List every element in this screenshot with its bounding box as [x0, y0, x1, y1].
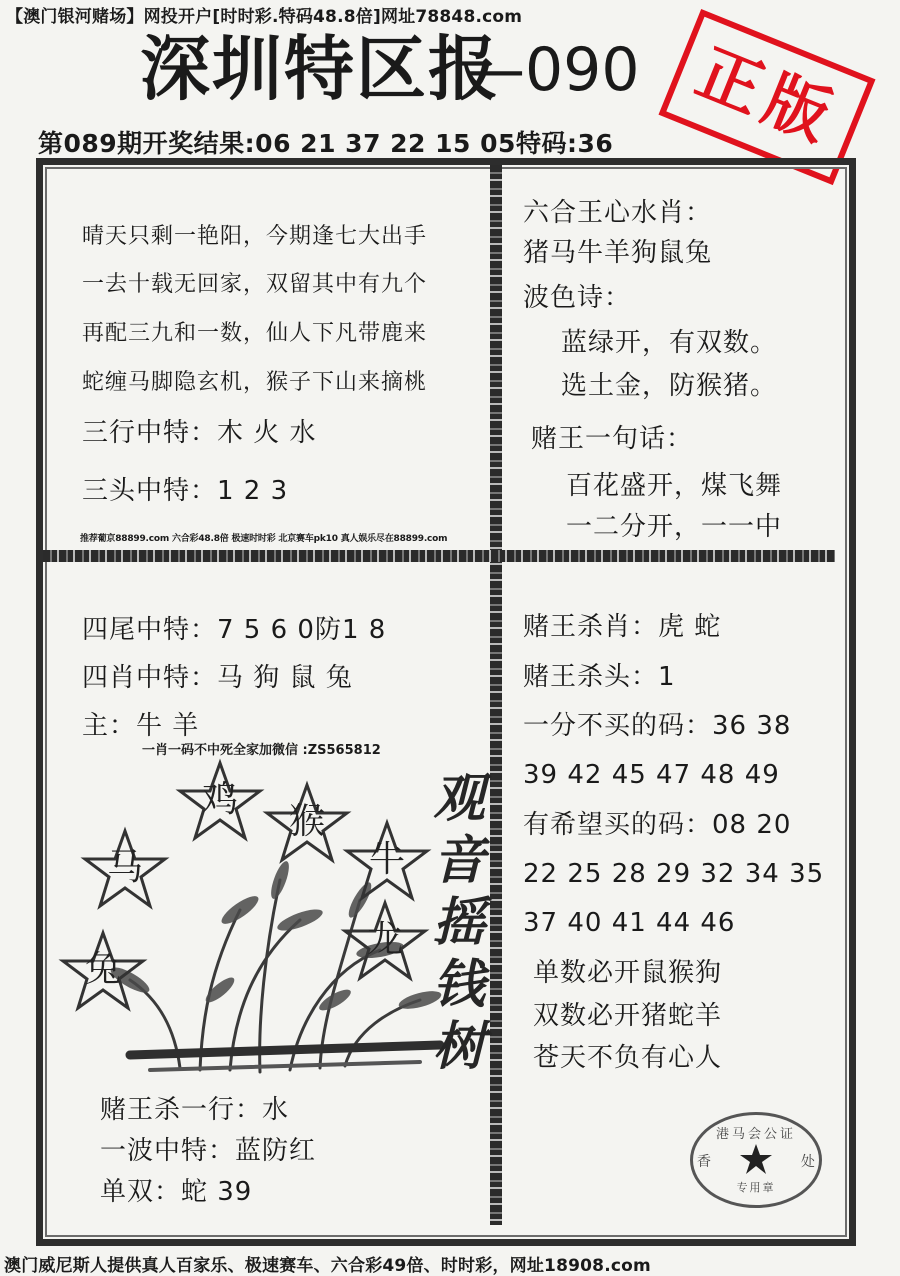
main-zodiacs: 主：牛 羊 — [82, 711, 200, 741]
zodiac-star-dragon — [340, 898, 430, 988]
king-saying-label: 赌王一句话： — [531, 424, 694, 454]
money-tree-vertical-title: 观音摇钱树 — [432, 768, 485, 1077]
star-icon — [739, 1143, 773, 1175]
odd-even-pick: 单双：蛇 39 — [100, 1177, 253, 1207]
color-poem-line: 选土金，防猴猪。 — [561, 371, 778, 401]
hopeful-numbers: 有希望买的码：08 20 — [523, 810, 792, 840]
wechat-contact-text: 一肖一码不中死全家加微信 :ZS565812 — [142, 743, 381, 758]
poem-line: 一去十载无回家，双留其中有九个 — [82, 272, 428, 297]
color-poem-label: 波色诗： — [523, 283, 632, 313]
poem-line: 晴天只剩一艳阳，今期逢七大出手 — [82, 224, 428, 249]
note-line: 单数必开鼠猴狗 — [533, 958, 723, 988]
note-line: 双数必开猪蛇羊 — [533, 1001, 723, 1031]
zodiac-char: 马 — [106, 847, 143, 888]
do-not-buy-numbers: 一分不买的码：36 38 — [523, 711, 792, 741]
color-poem-line: 蓝绿开，有双数。 — [561, 328, 778, 358]
kill-head: 赌王杀头：1 — [523, 662, 676, 692]
issue-number: —090 — [465, 35, 640, 105]
note-line: 苍天不负有心人 — [533, 1043, 723, 1073]
seal-bottom-text: 专用章 — [736, 1181, 776, 1194]
notary-seal — [690, 1112, 822, 1208]
zodiac-char: 兔 — [84, 949, 121, 990]
liuhe-zodiacs: 猪马牛羊狗鼠兔 — [523, 238, 713, 268]
bottom-ad-banner: 澳门威尼斯人提供真人百家乐、极速赛车、六合彩49倍、时时彩，网址18908.com — [4, 1256, 651, 1276]
seal-top-text: 港马会公证 — [715, 1127, 796, 1142]
zodiac-char: 鸡 — [201, 779, 238, 820]
zodiac-star-horse — [80, 826, 170, 916]
three-heads-pick: 三头中特：1 2 3 — [82, 476, 289, 506]
zodiac-star-ox — [342, 818, 432, 908]
horizontal-divider — [43, 550, 835, 562]
four-tails-pick: 四尾中特：7 5 6 0防1 8 — [82, 615, 387, 645]
one-wave-pick: 一波中特：蓝防红 — [100, 1136, 317, 1166]
masthead-title: 深圳特区报 — [140, 27, 500, 110]
zodiac-char: 猴 — [288, 801, 325, 842]
genuine-stamp: 正版 — [658, 9, 875, 185]
zodiac-star-monkey — [262, 780, 352, 870]
kill-zodiac: 赌王杀肖：虎 蛇 — [523, 612, 722, 642]
zodiac-char: 龙 — [366, 919, 403, 960]
previous-draw-result: 第089期开奖结果:06 21 37 22 15 05特码:36 — [38, 129, 614, 158]
seal-left-text: 香 — [697, 1154, 711, 1170]
king-saying-line: 百花盛开，煤飞舞 — [566, 471, 783, 501]
zodiac-char: 牛 — [368, 839, 405, 880]
zodiac-star-rabbit — [58, 928, 148, 1018]
seal-right-text: 处 — [801, 1154, 815, 1170]
do-not-buy-numbers-cont: 39 42 45 47 48 49 — [523, 760, 780, 790]
sponsor-ad-text: 推荐葡京88899.com 六合彩48.8倍 极速时时彩 北京赛车pk10 真人娱乐尽在88899.com — [80, 534, 448, 544]
top-ad-banner: 【澳门银河赌场】网投开户[时时彩.特码48.8倍]网址78848.com — [6, 7, 523, 27]
zodiac-star-rooster — [175, 758, 265, 848]
hopeful-numbers-cont: 22 25 28 29 32 34 35 — [523, 859, 825, 889]
poem-line: 蛇缠马脚隐玄机，猴子下山来摘桃 — [82, 370, 428, 395]
four-zodiacs-pick: 四肖中特：马 狗 鼠 兔 — [82, 663, 353, 693]
three-elements-pick: 三行中特：木 火 水 — [82, 418, 317, 448]
liuhe-label: 六合王心水肖： — [523, 198, 713, 228]
hopeful-numbers-cont: 37 40 41 44 46 — [523, 908, 736, 938]
poem-line: 再配三九和一数，仙人下凡带鹿来 — [82, 321, 428, 346]
kill-element: 赌王杀一行：水 — [100, 1095, 290, 1125]
king-saying-line: 一二分开，一一中 — [566, 512, 783, 542]
